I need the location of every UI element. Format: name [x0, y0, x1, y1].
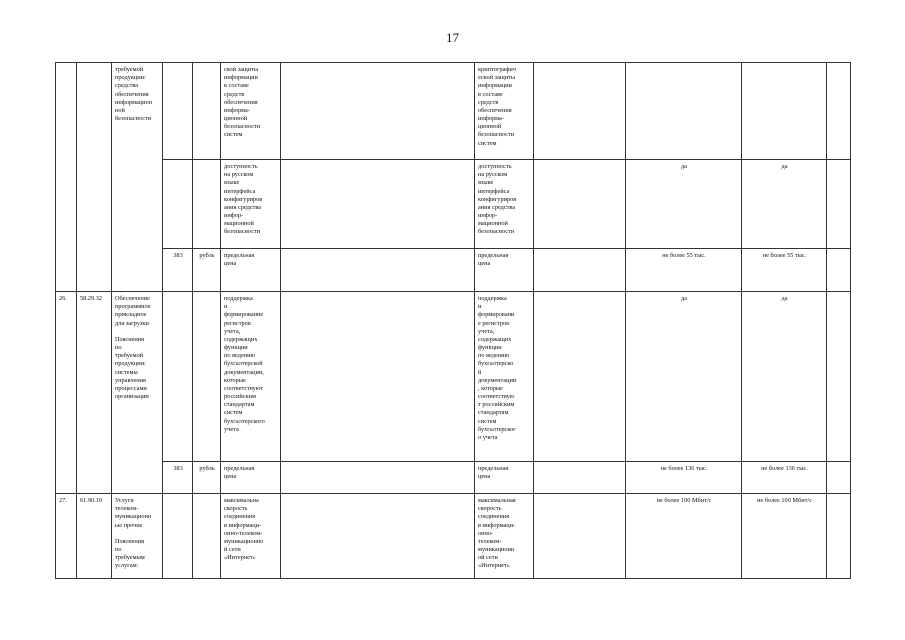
value-cell: не более 55 тыс. [626, 249, 742, 292]
table-row [56, 249, 851, 292]
characteristic-value-cell [281, 494, 475, 579]
characteristic-cell: доступность на русском языке интерфейса конфигуриров ания средства инфор- мационной безопасности [221, 160, 281, 249]
characteristic-value-cell [281, 292, 475, 462]
unit-name-cell: рубль [193, 249, 221, 292]
characteristic-req-cell: предельная цена [475, 462, 534, 494]
characteristic-value-cell [281, 160, 475, 249]
unit-name-cell [193, 494, 221, 579]
row-number-cell: 26. [56, 292, 77, 494]
okei-code-cell: 383 [163, 249, 193, 292]
unit-name-cell [193, 292, 221, 462]
specification-table [55, 62, 851, 579]
value-cell: да [626, 160, 742, 249]
characteristic-cell: предельная цена [221, 249, 281, 292]
value-cell: да [742, 292, 827, 462]
empty-cell [827, 292, 851, 462]
product-name-cell: Обеспечение программное прикладное для загрузки Пояснения по требуемой продукции: системы управления процессами организации [112, 292, 163, 494]
okei-code-cell [163, 494, 193, 579]
okei-code-cell [163, 292, 193, 462]
characteristic-req-cell: максимальная скорость соединения в информаци- онно- телеком- муникационн ой сети «Интернет» [475, 494, 534, 579]
characteristic-value-cell [281, 63, 475, 160]
okpd-code-cell: 58.29.32 [77, 292, 112, 494]
row-number-cell: 27. [56, 494, 77, 579]
okei-code-cell [163, 160, 193, 249]
okpd-code-cell [77, 63, 112, 292]
justification-cell [534, 292, 626, 462]
table-row [56, 462, 851, 494]
value-cell: не более 136 тыс. [742, 462, 827, 494]
value-cell: да [626, 292, 742, 462]
justification-cell [534, 249, 626, 292]
empty-cell [827, 494, 851, 579]
characteristic-req-cell: предельная цена [475, 249, 534, 292]
okei-code-cell: 383 [163, 462, 193, 494]
okei-code-cell [163, 63, 193, 160]
table-row [56, 494, 851, 579]
unit-name-cell [193, 63, 221, 160]
okpd-code-cell: 61.90.10 [77, 494, 112, 579]
justification-cell [534, 462, 626, 494]
characteristic-value-cell [281, 249, 475, 292]
row-number-cell [56, 63, 77, 292]
value-cell: да [742, 160, 827, 249]
justification-cell [534, 160, 626, 249]
unit-name-cell: рубль [193, 462, 221, 494]
characteristic-req-cell: поддержка и формировани е регистров учета, содержащих функции по ведению бухгалтерско й документации , которые соответствую т российским стандартам систем бухгалтерског о учета [475, 292, 534, 462]
page-number: 17 [446, 30, 459, 45]
characteristic-value-cell [281, 462, 475, 494]
value-cell: не более 55 тыс. [742, 249, 827, 292]
product-name-cell: Услуги телеком- муникационн ые прочие Пояснения по требуемым услугам: [112, 494, 163, 579]
empty-cell [827, 462, 851, 494]
characteristic-cell: ской защиты информации в составе средств обеспечения информа- ционной безопасности систем [221, 63, 281, 160]
unit-name-cell [193, 160, 221, 249]
justification-cell [534, 63, 626, 160]
characteristic-cell: максимальна скорость соединения в информаци- онно-телеком- муникационно й сети «Интернет» [221, 494, 281, 579]
value-cell: не более 100 Мбит/с [626, 494, 742, 579]
product-name-cell: требуемой продукции: средства обеспечения информацион ной безопасности [112, 63, 163, 292]
value-cell: не более 136 тыс. [626, 462, 742, 494]
justification-cell [534, 494, 626, 579]
characteristic-cell: предельная цена [221, 462, 281, 494]
table-row [56, 292, 851, 462]
characteristic-req-cell: криптографич еской защиты информации в составе средств обеспечения информа- ционной безопасности систем [475, 63, 534, 160]
value-cell [626, 63, 742, 160]
empty-cell [827, 63, 851, 160]
table-row [56, 63, 851, 160]
value-cell: не более 100 Мбит/с [742, 494, 827, 579]
empty-cell [827, 160, 851, 249]
table-row [56, 160, 851, 249]
empty-cell [827, 249, 851, 292]
characteristic-cell: поддержка и формирование регистров учета, содержащих функции по ведению бухгалтерской документации, которые соответствуют российским стандартам систем бухгалтерского учета [221, 292, 281, 462]
value-cell [742, 63, 827, 160]
characteristic-req-cell: доступность на русском языке интерфейса конфигуриров ания средства инфор- мационной безопасности [475, 160, 534, 249]
